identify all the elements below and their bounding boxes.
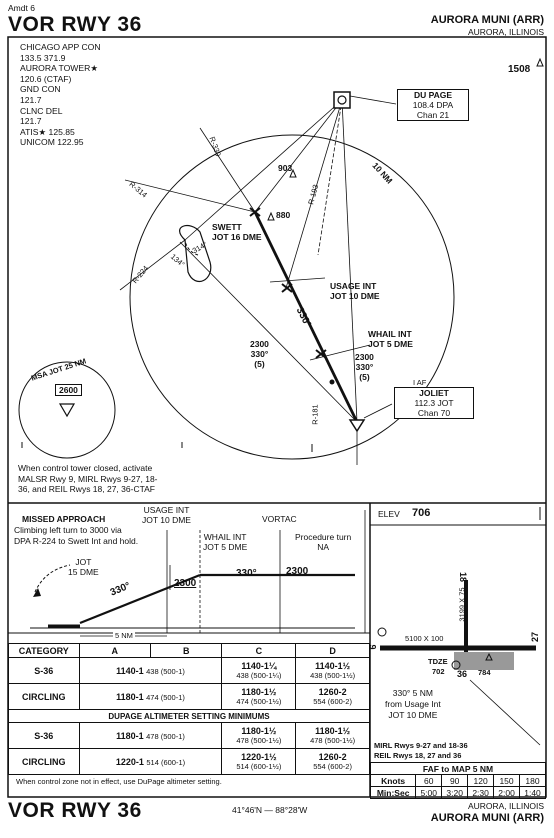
- msa-label: MSA JOT 25 NM: [30, 356, 88, 383]
- hdr-line: NA: [317, 542, 330, 552]
- comm-line: 121.7: [20, 116, 42, 127]
- minima-sub: 554 (600-2): [313, 762, 352, 771]
- hdr-line: JOT: [75, 557, 92, 567]
- box-line: JOLIET: [419, 388, 449, 398]
- table-row: [9, 723, 370, 749]
- hdr-line: USAGE INT: [143, 505, 190, 515]
- note-line: MALSR Rwy 9, MIRL Rwys 9-27, 18-: [18, 473, 158, 484]
- minima-cell: [222, 723, 296, 749]
- comm-line: 133.5 371.9: [20, 52, 66, 63]
- procedure-turn-note: [295, 532, 351, 552]
- speed-cell: 180: [520, 775, 546, 787]
- hdr-line: JOT 5 DME: [203, 542, 248, 552]
- usage-int-header: [142, 505, 191, 525]
- col-header: B: [150, 644, 221, 658]
- table-row: [371, 775, 546, 787]
- minima-sub: 474 (500-1): [146, 692, 185, 702]
- radial-label: R-181: [310, 404, 320, 425]
- holding-course: 314°: [190, 239, 209, 256]
- tower-closed-note: [18, 463, 158, 495]
- category-cell: CIRCLING: [9, 684, 80, 710]
- faf-title: FAF to MAP 5 NM: [371, 763, 546, 775]
- profile-altitude: 2300: [286, 566, 309, 577]
- minima-sub: 478 (500-1½): [310, 736, 356, 745]
- runway-number: 18: [458, 571, 469, 583]
- note-line: 330° 5 NM: [392, 688, 433, 698]
- procedure-title: VOR RWY 36: [8, 13, 142, 36]
- minima-main: 1260-2: [318, 752, 347, 762]
- high-elevation: 1508: [508, 64, 531, 75]
- elev-label: ELEV: [378, 509, 400, 519]
- comm-line: 121.7: [20, 94, 42, 105]
- footer-procedure-title: VOR RWY 36: [8, 799, 142, 822]
- fix-name: WHAIL INT: [368, 329, 412, 339]
- minima-sub: 514 (600-1): [146, 757, 186, 767]
- obstacle-elev: 880: [276, 210, 291, 220]
- minima-main: 1180-1½: [241, 687, 277, 697]
- fix-dme: JOT 5 DME: [368, 339, 413, 349]
- minimums-table: [8, 643, 370, 775]
- note-line: MIRL Rwys 9-27 and 18-36: [374, 741, 468, 750]
- text-line: Climbing left turn to 3000 via: [14, 525, 122, 535]
- alt-value: 2300: [250, 339, 269, 349]
- minima-sub: 438 (500-1¼): [236, 671, 282, 680]
- minima-sub: 478 (500-1½): [236, 736, 282, 745]
- box-line: 112.3 JOT: [414, 398, 454, 408]
- alt-dist: (5): [359, 372, 370, 382]
- minima-cell: [296, 723, 370, 749]
- radial-label: R-330: [207, 135, 223, 158]
- speed-cell: 120: [468, 775, 494, 787]
- minima-main: 1260-2: [318, 687, 347, 697]
- comm-line: GND CON: [20, 84, 61, 95]
- msa-center-symbol: [60, 404, 74, 416]
- minima-main: 1140-1½: [315, 661, 351, 671]
- footer-coordinates: 41°46'N — 88°28'W: [232, 805, 308, 815]
- box-line: 108.4 DPA: [412, 100, 454, 110]
- alt-course: 330°: [355, 362, 374, 372]
- minima-sub: 554 (600-2): [313, 697, 352, 706]
- runway-number: 36: [457, 669, 468, 679]
- box-line: DU PAGE: [413, 90, 453, 100]
- runway-number: 9: [367, 644, 378, 650]
- comm-line: UNICOM 122.95: [20, 137, 84, 148]
- minima-main: 1220-1: [115, 756, 144, 767]
- table-row: [9, 658, 370, 684]
- minima-sub: 438 (500-1): [146, 666, 185, 676]
- category-cell: CIRCLING: [9, 749, 80, 775]
- minima-main: 1180-1½: [241, 726, 277, 736]
- minima-main: 1140-1: [116, 665, 144, 676]
- tdze-label: TDZE: [428, 657, 448, 666]
- runway-dimensions: 5100 X 100: [405, 634, 444, 643]
- comm-line: ATIS★ 125.85: [20, 126, 75, 137]
- minima-cell: [222, 749, 296, 775]
- footer-city: AURORA, ILLINOIS: [467, 801, 544, 811]
- dupage-minimums-title: DUPAGE ALTIMETER SETTING MINIMUMS: [9, 710, 370, 723]
- box-line: Chan 21: [416, 110, 450, 120]
- final-course: 330°: [293, 305, 313, 330]
- ring-label: 10 NM: [370, 160, 395, 186]
- airport-name: AURORA MUNI (ARR): [430, 14, 544, 26]
- missed-approach-text: [14, 525, 138, 546]
- altimeter-footnote: When control zone not in effect, use DuPage altimeter setting.: [16, 777, 222, 786]
- note-line: JOT 10 DME: [388, 710, 438, 720]
- obstacle-elev: 784: [478, 668, 491, 677]
- hdr-line: Procedure turn: [295, 532, 352, 542]
- minima-sub: 474 (500-1½): [236, 697, 282, 706]
- min-sec-label: Min:Sec: [371, 787, 416, 799]
- profile-distance: 5 NM: [115, 631, 133, 640]
- comm-line: CHICAGO APP CON: [20, 42, 101, 52]
- whail-int-header: [203, 532, 247, 552]
- alt-course: 330°: [250, 349, 269, 359]
- swett-fix: [212, 222, 262, 242]
- dupage-vor-box: [397, 89, 469, 121]
- comm-line: CLNC DEL: [20, 105, 63, 116]
- holding-course: 134°: [168, 252, 187, 269]
- airport-city: AURORA, ILLINOIS: [467, 27, 544, 37]
- time-cell: 5:00: [416, 787, 442, 799]
- comm-line: AURORA TOWER★: [20, 63, 99, 74]
- speed-cell: 150: [494, 775, 520, 787]
- minima-main: 1140-1¼: [241, 661, 277, 671]
- segment-altitude: [355, 352, 374, 382]
- radial-label: R-314: [127, 179, 149, 200]
- fix-name: USAGE INT: [330, 281, 377, 291]
- dupage-vor-symbol: [334, 92, 350, 108]
- note-line: When control tower closed, activate: [18, 463, 153, 473]
- profile-course: 330°: [236, 568, 257, 579]
- category-cell: S-36: [9, 658, 80, 684]
- joliet-vortac-symbol: [350, 420, 364, 431]
- amendment-label: Amdt 6: [8, 3, 35, 13]
- alt-value: 2300: [355, 352, 374, 362]
- hdr-line: JOT 10 DME: [142, 515, 191, 525]
- text-line: DPA R-224 to Swett Int and hold.: [14, 535, 139, 546]
- obstacle-elev: 903: [278, 163, 293, 173]
- joliet-vortac-box: [394, 387, 474, 419]
- time-cell: 3:20: [442, 787, 468, 799]
- note-line: REIL Rwys 18, 27 and 36: [374, 751, 462, 760]
- speed-cell: 60: [416, 775, 442, 787]
- time-cell: 1:40: [520, 787, 546, 799]
- note-line: from Usage Int: [385, 699, 441, 709]
- category-cell: S-36: [9, 723, 80, 749]
- time-cell: 2:30: [468, 787, 494, 799]
- minima-cell: [79, 658, 222, 684]
- col-header: A: [79, 644, 150, 658]
- airport-elev: 706: [412, 507, 431, 519]
- knots-label: Knots: [371, 775, 416, 787]
- note-line: 36, and REIL Rwys 18, 27, 36-CTAF: [18, 484, 156, 494]
- radial-label: R-193: [306, 183, 321, 206]
- table-row: [9, 749, 370, 775]
- vortac-header: VORTAC: [262, 514, 297, 524]
- fix-dme: JOT 16 DME: [212, 232, 262, 242]
- runway-dimensions: 3199 X 75: [457, 587, 467, 622]
- col-header: D: [296, 644, 370, 658]
- minima-cell: [296, 658, 370, 684]
- table-row: [9, 684, 370, 710]
- hdr-line: WHAIL INT: [203, 532, 247, 542]
- msa-altitude: 2600: [55, 384, 82, 396]
- jot-15-dme: [68, 557, 99, 577]
- minima-sub: 438 (500-1½): [310, 671, 356, 680]
- fix-dme: JOT 10 DME: [330, 291, 380, 301]
- col-header: CATEGORY: [9, 644, 80, 658]
- minima-cell: [222, 658, 296, 684]
- whail-fix: [368, 329, 413, 349]
- minima-main: 1180-1: [116, 691, 144, 702]
- faf-timing-table: [370, 762, 546, 799]
- missed-approach-title: MISSED APPROACH: [22, 514, 106, 524]
- hdr-line: 15 DME: [68, 567, 99, 577]
- col-header: C: [222, 644, 296, 658]
- minima-cell: [296, 749, 370, 775]
- box-line: Chan 70: [417, 408, 451, 418]
- profile-altitude: 2300: [174, 578, 197, 589]
- tdze-value: 702: [432, 667, 445, 676]
- footer-airport: AURORA MUNI (ARR): [430, 812, 544, 824]
- minima-sub: 478 (500-1): [146, 731, 185, 741]
- comm-frequencies: [20, 42, 101, 148]
- minima-cell: [296, 684, 370, 710]
- faf-to-runway-note: [385, 688, 441, 721]
- runway-number: 27: [530, 631, 541, 643]
- speed-cell: 90: [442, 775, 468, 787]
- lighting-note: [374, 741, 468, 761]
- comm-line: 120.6 (CTAF): [20, 73, 72, 84]
- table-row: [371, 787, 546, 799]
- usage-fix: [330, 281, 380, 301]
- time-cell: 2:00: [494, 787, 520, 799]
- minima-main: 1220-1½: [241, 752, 277, 762]
- minima-cell: [79, 749, 222, 775]
- alt-dist: (5): [254, 359, 265, 369]
- minima-sub: 514 (600-1½): [236, 762, 282, 771]
- minima-main: 1180-1: [116, 730, 144, 741]
- profile-course: 330°: [108, 580, 132, 599]
- minima-cell: [222, 684, 296, 710]
- minima-main: 1180-1½: [315, 726, 351, 736]
- radial-label: R-224: [130, 263, 151, 286]
- iaf-label: I AF: [413, 378, 427, 387]
- minima-cell: [79, 684, 222, 710]
- minima-cell: [79, 723, 222, 749]
- fix-name: SWETT: [212, 222, 242, 232]
- segment-altitude: [250, 339, 269, 369]
